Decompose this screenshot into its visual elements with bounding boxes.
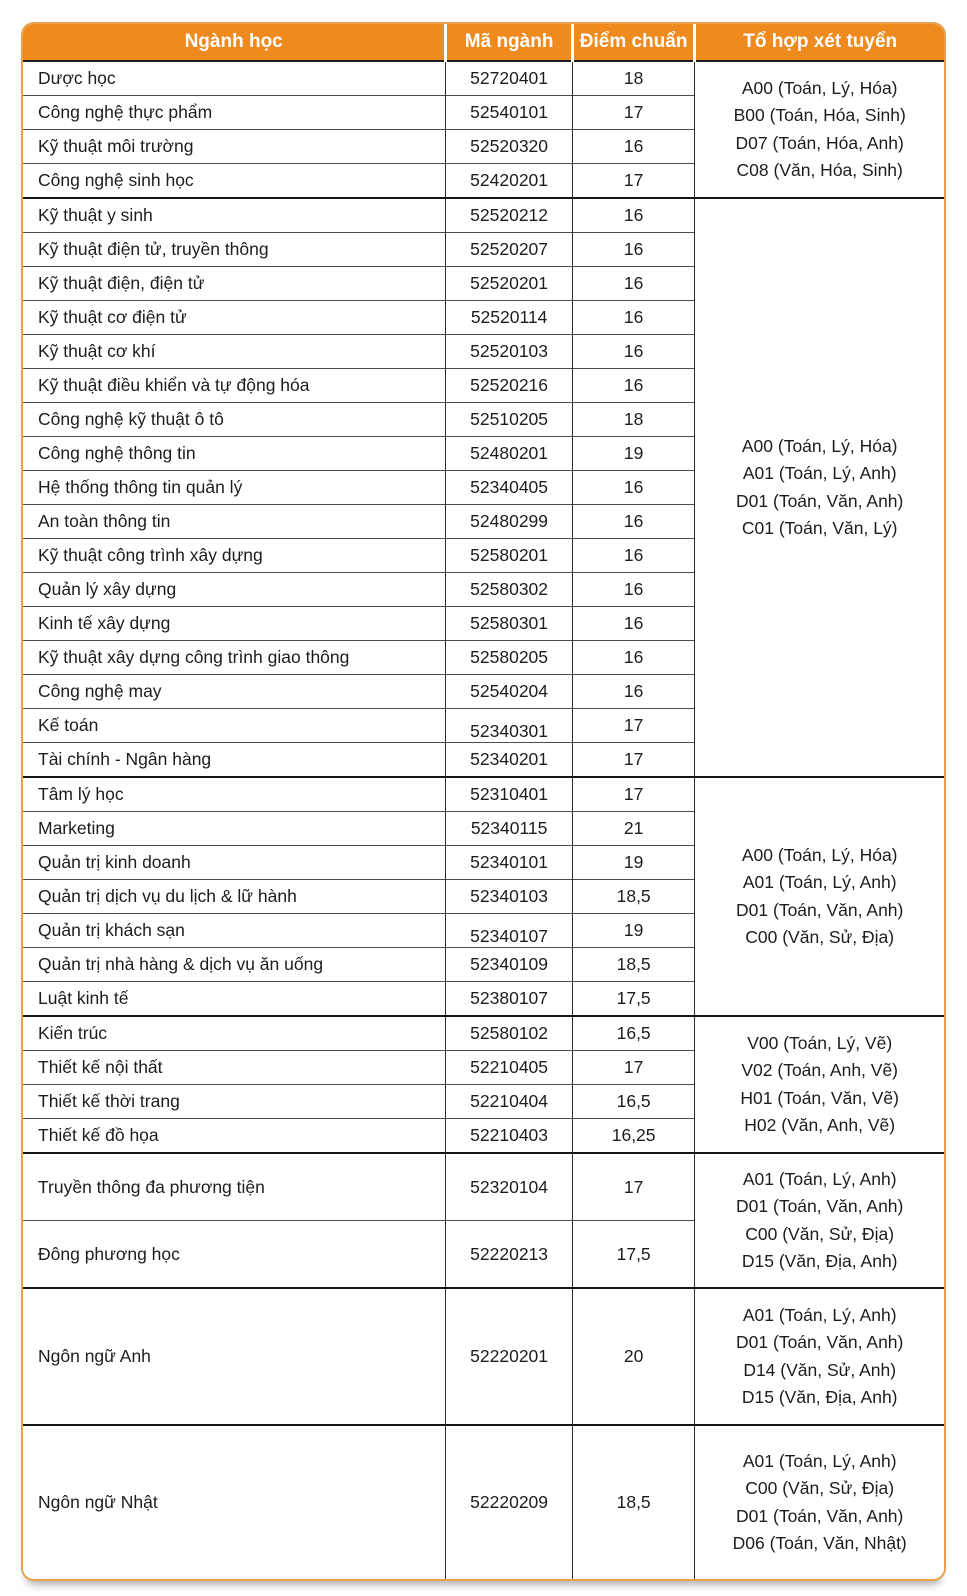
code-value: 52340201: [470, 749, 549, 769]
combination-line: C00 (Văn, Sử, Địa): [745, 1478, 895, 1498]
score-cell: 16: [572, 505, 695, 539]
code-cell: [446, 130, 573, 164]
code-value: 52340103: [470, 886, 549, 906]
major-cell: Kỹ thuật môi trường: [23, 130, 446, 164]
combination-line: A00 (Toán, Lý, Hóa): [741, 77, 898, 98]
table-body: [23, 61, 944, 1579]
code-cell: [446, 198, 573, 233]
combination-cell: [695, 61, 944, 198]
combination-line: D14 (Văn, Sử, Anh): [743, 1359, 897, 1380]
code-cell: [446, 1119, 573, 1154]
code-value: 52580201: [470, 545, 549, 565]
code-cell: [446, 539, 573, 573]
score-cell: 18,5: [572, 1425, 695, 1579]
combination-line: A01 (Toán, Lý, Anh): [742, 1168, 897, 1189]
combination-line: A01 (Toán, Lý, Anh): [742, 872, 897, 892]
table-row: [23, 1153, 944, 1221]
score-cell: 19: [572, 437, 695, 471]
combination-line: B00 (Toán, Hóa, Sinh): [733, 105, 906, 125]
code-cell: [446, 164, 573, 199]
major-cell: Kỹ thuật cơ điện tử: [23, 301, 446, 335]
code-value: 52580102: [470, 1023, 549, 1043]
combination-line: D15 (Văn, Địa, Anh): [741, 1387, 898, 1407]
code-cell: [446, 1016, 573, 1051]
score-cell: 16: [572, 233, 695, 267]
score-cell: 16: [572, 301, 695, 335]
score-cell: 17: [572, 1153, 695, 1221]
code-cell: [446, 914, 573, 948]
major-cell: Thiết kế nội thất: [23, 1051, 446, 1085]
combination-line: D01 (Toán, Văn, Anh): [736, 1505, 904, 1526]
table-row: [23, 61, 944, 96]
code-value: 52340115: [470, 818, 548, 838]
combination-line: D01 (Toán, Văn, Anh): [736, 1332, 904, 1352]
combination-line: A01 (Toán, Lý, Anh): [742, 1450, 897, 1471]
score-cell: 16: [572, 573, 695, 607]
major-cell: Công nghệ sinh học: [23, 164, 446, 199]
code-cell: [446, 607, 573, 641]
code-value: 52340405: [470, 477, 549, 497]
admission-table-container: [21, 22, 946, 1581]
score-cell: 18: [572, 61, 695, 96]
major-cell: Ngôn ngữ Nhật: [23, 1425, 446, 1579]
major-cell: Dược học: [23, 61, 446, 96]
combination-line: D01 (Toán, Văn, Anh): [736, 899, 904, 920]
combination-line: C01 (Toán, Văn, Lý): [741, 518, 898, 538]
major-cell: Luật kinh tế: [23, 982, 446, 1017]
score-cell: 16: [572, 539, 695, 573]
code-cell: [446, 675, 573, 709]
major-cell: Hệ thống thông tin quản lý: [23, 471, 446, 505]
code-value: 52540204: [470, 681, 549, 701]
major-cell: Công nghệ may: [23, 675, 446, 709]
code-cell: [446, 267, 573, 301]
score-cell: 18,5: [572, 948, 695, 982]
code-value: 52480201: [470, 443, 549, 463]
code-value: 52520320: [470, 136, 549, 156]
combination-line: A01 (Toán, Lý, Anh): [742, 463, 897, 483]
major-cell: Truyền thông đa phương tiện: [23, 1153, 446, 1221]
code-value: 52540101: [470, 102, 549, 122]
col-header-code: Mã ngành: [446, 24, 573, 61]
table-row: [23, 1016, 944, 1051]
combination-cell: [695, 198, 944, 777]
score-cell: 17: [572, 96, 695, 130]
score-cell: 16: [572, 130, 695, 164]
code-cell: [446, 1221, 573, 1289]
score-cell: 16: [572, 675, 695, 709]
major-cell: Kỹ thuật điều khiển và tự động hóa: [23, 369, 446, 403]
code-cell: [446, 982, 573, 1017]
code-value: 52340107: [470, 926, 549, 946]
code-cell: [446, 846, 573, 880]
code-cell: [446, 369, 573, 403]
major-cell: Thiết kế đồ họa: [23, 1119, 446, 1154]
major-cell: Công nghệ kỹ thuật ô tô: [23, 403, 446, 437]
code-value: 52420201: [470, 170, 549, 190]
code-cell: [446, 743, 573, 778]
combination-line: C00 (Văn, Sử, Địa): [745, 927, 895, 947]
code-cell: [446, 1085, 573, 1119]
score-cell: 16: [572, 471, 695, 505]
col-header-major: Ngành học: [23, 24, 446, 61]
code-cell: [446, 96, 573, 130]
col-header-combination: Tổ hợp xét tuyển: [695, 24, 944, 61]
major-cell: Kỹ thuật điện, điện tử: [23, 267, 446, 301]
code-cell: [446, 301, 573, 335]
combination-line: H02 (Văn, Anh, Vẽ): [744, 1115, 896, 1135]
major-cell: Ngôn ngữ Anh: [23, 1288, 446, 1425]
code-value: 52520114: [470, 307, 548, 327]
combination-line: D01 (Toán, Văn, Anh): [736, 490, 904, 511]
code-cell: [446, 641, 573, 675]
code-value: 52520212: [470, 205, 549, 225]
major-cell: Công nghệ thông tin: [23, 437, 446, 471]
table-row: [23, 1425, 944, 1579]
score-cell: 16: [572, 198, 695, 233]
code-value: 52210403: [470, 1125, 549, 1145]
combination-line: C08 (Văn, Hóa, Sinh): [736, 160, 903, 180]
combination-line: C00 (Văn, Sử, Địa): [745, 1223, 895, 1244]
major-cell: Quản lý xây dựng: [23, 573, 446, 607]
score-cell: 17: [572, 777, 695, 812]
score-cell: 21: [572, 812, 695, 846]
score-cell: 17,5: [572, 982, 695, 1017]
score-cell: 16: [572, 267, 695, 301]
combination-line: V00 (Toán, Lý, Vẽ): [747, 1032, 893, 1053]
score-cell: 17: [572, 164, 695, 199]
major-cell: Kỹ thuật cơ khí: [23, 335, 446, 369]
score-cell: 16,5: [572, 1085, 695, 1119]
major-cell: Kỹ thuật công trình xây dựng: [23, 539, 446, 573]
score-cell: 16: [572, 641, 695, 675]
major-cell: An toàn thông tin: [23, 505, 446, 539]
code-value: 52210404: [470, 1091, 549, 1111]
code-cell: [446, 573, 573, 607]
combination-line: D07 (Toán, Hóa, Anh): [735, 132, 904, 153]
code-value: 52580302: [470, 579, 549, 599]
combination-line: D06 (Toán, Văn, Nhật): [732, 1533, 907, 1553]
score-cell: 17: [572, 743, 695, 778]
code-value: 52220209: [470, 1492, 549, 1512]
combination-line: A00 (Toán, Lý, Hóa): [741, 844, 898, 865]
code-cell: [446, 335, 573, 369]
code-cell: [446, 1153, 573, 1221]
code-cell: [446, 948, 573, 982]
major-cell: Quản trị dịch vụ du lịch & lữ hành: [23, 880, 446, 914]
table-row: [23, 777, 944, 812]
admission-table: [23, 24, 944, 1579]
code-cell: [446, 233, 573, 267]
combination-cell: [695, 1425, 944, 1579]
major-cell: Kỹ thuật xây dựng công trình giao thông: [23, 641, 446, 675]
code-cell: [446, 880, 573, 914]
code-value: 52340101: [470, 852, 549, 872]
code-value: 52320104: [470, 1176, 549, 1197]
code-value: 52520201: [470, 273, 549, 293]
combination-line: H01 (Toán, Văn, Vẽ): [740, 1087, 899, 1108]
code-value: 52210405: [470, 1057, 549, 1077]
major-cell: Công nghệ thực phẩm: [23, 96, 446, 130]
combination-cell: [695, 1016, 944, 1153]
code-value: 52340301: [470, 721, 549, 741]
score-cell: 18,5: [572, 880, 695, 914]
score-cell: 16,25: [572, 1119, 695, 1154]
table-row: [23, 198, 944, 233]
code-value: 52480299: [470, 511, 549, 531]
major-cell: Tài chính - Ngân hàng: [23, 743, 446, 778]
major-cell: Marketing: [23, 812, 446, 846]
major-cell: Kiến trúc: [23, 1016, 446, 1051]
combination-cell: [695, 777, 944, 1016]
code-cell: [446, 1425, 573, 1579]
major-cell: Kỹ thuật y sinh: [23, 198, 446, 233]
code-value: 52520103: [470, 341, 549, 361]
code-cell: [446, 61, 573, 96]
table-row: [23, 1288, 944, 1425]
code-cell: [446, 1288, 573, 1425]
combination-cell: [695, 1153, 944, 1288]
code-cell: [446, 505, 573, 539]
major-cell: Quản trị nhà hàng & dịch vụ ăn uống: [23, 948, 446, 982]
score-cell: 17: [572, 1051, 695, 1085]
code-cell: [446, 471, 573, 505]
score-cell: 16,5: [572, 1016, 695, 1051]
code-value: 52720401: [470, 68, 549, 88]
code-cell: [446, 403, 573, 437]
combination-line: V02 (Toán, Anh, Vẽ): [741, 1060, 899, 1080]
code-value: 52580301: [470, 613, 549, 633]
combination-line: D01 (Toán, Văn, Anh): [736, 1196, 904, 1216]
score-cell: 17,5: [572, 1221, 695, 1289]
code-value: 52340109: [470, 954, 549, 974]
score-cell: 20: [572, 1288, 695, 1425]
code-value: 52520216: [470, 375, 549, 395]
score-cell: 19: [572, 914, 695, 948]
major-cell: Thiết kế thời trang: [23, 1085, 446, 1119]
score-cell: 16: [572, 607, 695, 641]
code-cell: [446, 1051, 573, 1085]
code-cell: [446, 812, 573, 846]
major-cell: Đông phương học: [23, 1221, 446, 1289]
code-cell: [446, 437, 573, 471]
col-header-score: Điểm chuẩn: [572, 24, 695, 61]
score-cell: 16: [572, 369, 695, 403]
score-cell: 18: [572, 403, 695, 437]
code-value: 52510205: [470, 409, 549, 429]
code-value: 52520207: [470, 239, 549, 259]
score-cell: 17: [572, 709, 695, 743]
score-cell: 19: [572, 846, 695, 880]
combination-line: A01 (Toán, Lý, Anh): [742, 1304, 897, 1325]
major-cell: Tâm lý học: [23, 777, 446, 812]
code-cell: [446, 709, 573, 743]
code-cell: [446, 777, 573, 812]
combination-line: D15 (Văn, Địa, Anh): [741, 1251, 898, 1271]
code-value: 52380107: [470, 988, 549, 1008]
major-cell: Quản trị kinh doanh: [23, 846, 446, 880]
major-cell: Kế toán: [23, 709, 446, 743]
combination-cell: [695, 1288, 944, 1425]
score-cell: 16: [572, 335, 695, 369]
code-value: 52220201: [470, 1346, 549, 1366]
major-cell: Kinh tế xây dựng: [23, 607, 446, 641]
code-value: 52580205: [470, 647, 549, 667]
table-header-row: [23, 24, 944, 61]
code-value: 52220213: [470, 1243, 549, 1264]
code-value: 52310401: [470, 784, 549, 804]
major-cell: Kỹ thuật điện tử, truyền thông: [23, 233, 446, 267]
combination-line: A00 (Toán, Lý, Hóa): [741, 435, 898, 456]
major-cell: Quản trị khách sạn: [23, 914, 446, 948]
